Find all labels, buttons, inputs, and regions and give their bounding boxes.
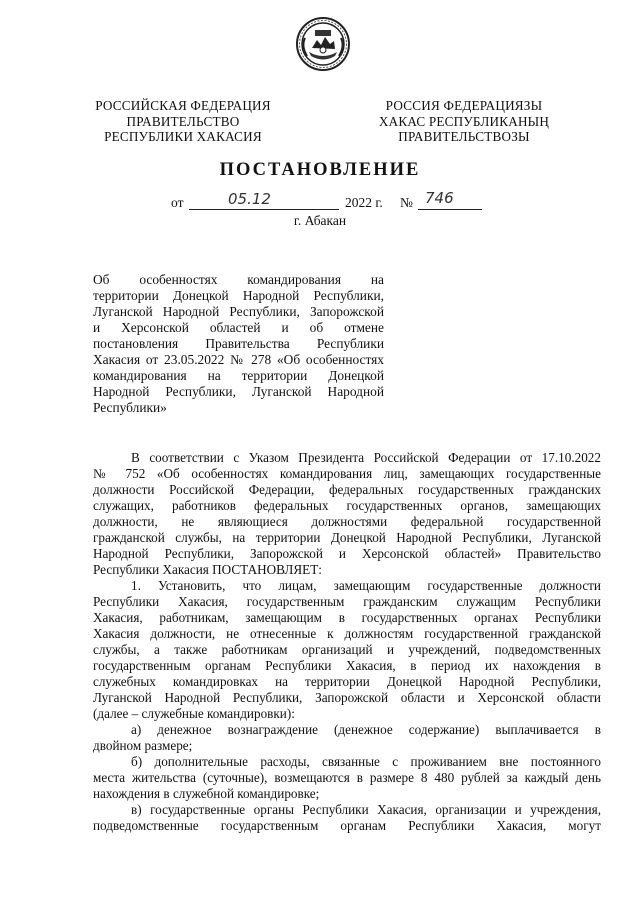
date-prefix: от bbox=[171, 195, 184, 210]
body-line: гражданской службы, на территории Донецкой Народной Республики, Луганской bbox=[93, 530, 601, 545]
body-line: Хакасия должности, не отнесенные к должностям государственной гражданской bbox=[93, 626, 601, 641]
body-line: б) дополнительные расходы, связанные с проживанием вне постоянного bbox=[131, 754, 601, 769]
handwritten-number: 746 bbox=[425, 189, 454, 207]
header-right-line: ПРАВИТЕЛЬСТВОЗЫ bbox=[398, 129, 530, 145]
body-line: Хакасия, работникам, замещающим в государственных органах Республики bbox=[93, 610, 601, 625]
body-line: (далее – служебные командировки): bbox=[93, 706, 295, 721]
body-line: двойном размере; bbox=[93, 738, 193, 753]
subject-line: постановления Правительства Республики bbox=[93, 336, 384, 351]
subject-line: Хакасия от 23.05.2022 № 278 «Об особенностях bbox=[93, 352, 384, 367]
city-name: г. Абакан bbox=[293, 213, 347, 228]
body-line: Республики Хакасия ПОСТАНОВЛЯЕТ: bbox=[93, 562, 322, 577]
header-left bbox=[78, 98, 288, 145]
handwritten-date: 05.12 bbox=[228, 190, 271, 208]
header-left-line: РОССИЙСКАЯ ФЕДЕРАЦИЯ bbox=[95, 98, 271, 113]
body-line: должности Российской Федерации, федеральных государственных гражданских bbox=[93, 482, 601, 497]
subject-line: и Херсонской областей и об отмене bbox=[93, 320, 384, 335]
body-line: В соответствии с Указом Президента Российской Федерации от 17.10.2022 bbox=[131, 450, 601, 465]
body-line: государственным органам Республики Хакасия, в период их нахождения в bbox=[93, 658, 601, 673]
body-line: службы, а также работникам организаций и учреждений, подведомственных bbox=[93, 642, 601, 657]
body-line: подведомственные государственным органам Республики Хакасия, могут bbox=[93, 818, 601, 833]
document-body bbox=[93, 450, 601, 834]
body-line: Республики Хакасия, государственным гражданским служащим Республики bbox=[93, 594, 601, 609]
subject-line: Луганской Народной Республики, Запорожской bbox=[93, 304, 384, 319]
header-left-line: РЕСПУБЛИКИ ХАКАСИЯ bbox=[104, 129, 262, 145]
body-line: 1. Установить, что лицам, замещающим государственные должности bbox=[131, 578, 601, 593]
header-right-line: РОССИЯ ФЕДЕРАЦИЯЗЫ bbox=[385, 98, 543, 113]
body-line: места жительства (суточные), возмещаются в размере 8 480 рублей за каждый день bbox=[93, 770, 601, 785]
subject-line: командирования на территории Донецкой bbox=[93, 368, 384, 383]
body-line: должности, не являющиеся должностями федеральной государственной bbox=[93, 514, 601, 529]
body-line: нахождения в служебной командировке; bbox=[93, 786, 320, 801]
body-line: а) денежное вознаграждение (денежное содержание) выплачивается в bbox=[131, 722, 601, 737]
header-right-line: ХАКАС РЕСПУБЛИКАНЫҢ bbox=[378, 113, 550, 129]
subject-line: Об особенностях командирования на bbox=[93, 272, 384, 287]
subject-line: территории Донецкой Народной Республики, bbox=[93, 288, 384, 303]
header-right bbox=[348, 98, 580, 145]
body-line: в) государственные органы Республики Хакасия, организации и учреждения, bbox=[131, 802, 601, 817]
date-year: 2022 г. bbox=[345, 195, 383, 210]
header-left-line: ПРАВИТЕЛЬСТВО bbox=[126, 113, 240, 129]
body-line: № 752 «Об особенностях командирования лиц, замещающих государственные bbox=[93, 466, 601, 481]
subject-line: Республики» bbox=[93, 400, 167, 415]
body-line: Народной Республики, Запорожской и Херсонской областей» Правительство bbox=[93, 546, 601, 561]
body-line: Луганской Народной Республики, Запорожской области и Херсонской области bbox=[93, 690, 601, 705]
subject-line: Народной Республики, Луганской Народной bbox=[93, 384, 384, 399]
body-line: служащих, работников федеральных государственных органов, замещающих bbox=[93, 498, 601, 513]
document-subject bbox=[93, 272, 384, 416]
body-line: служебных командировках на территории Донецкой Народной Республики, bbox=[93, 674, 601, 689]
number-sign: № bbox=[400, 195, 413, 210]
coat-of-arms-emblem bbox=[295, 16, 351, 72]
document-title: ПОСТАНОВЛЕНИЕ bbox=[219, 160, 421, 180]
